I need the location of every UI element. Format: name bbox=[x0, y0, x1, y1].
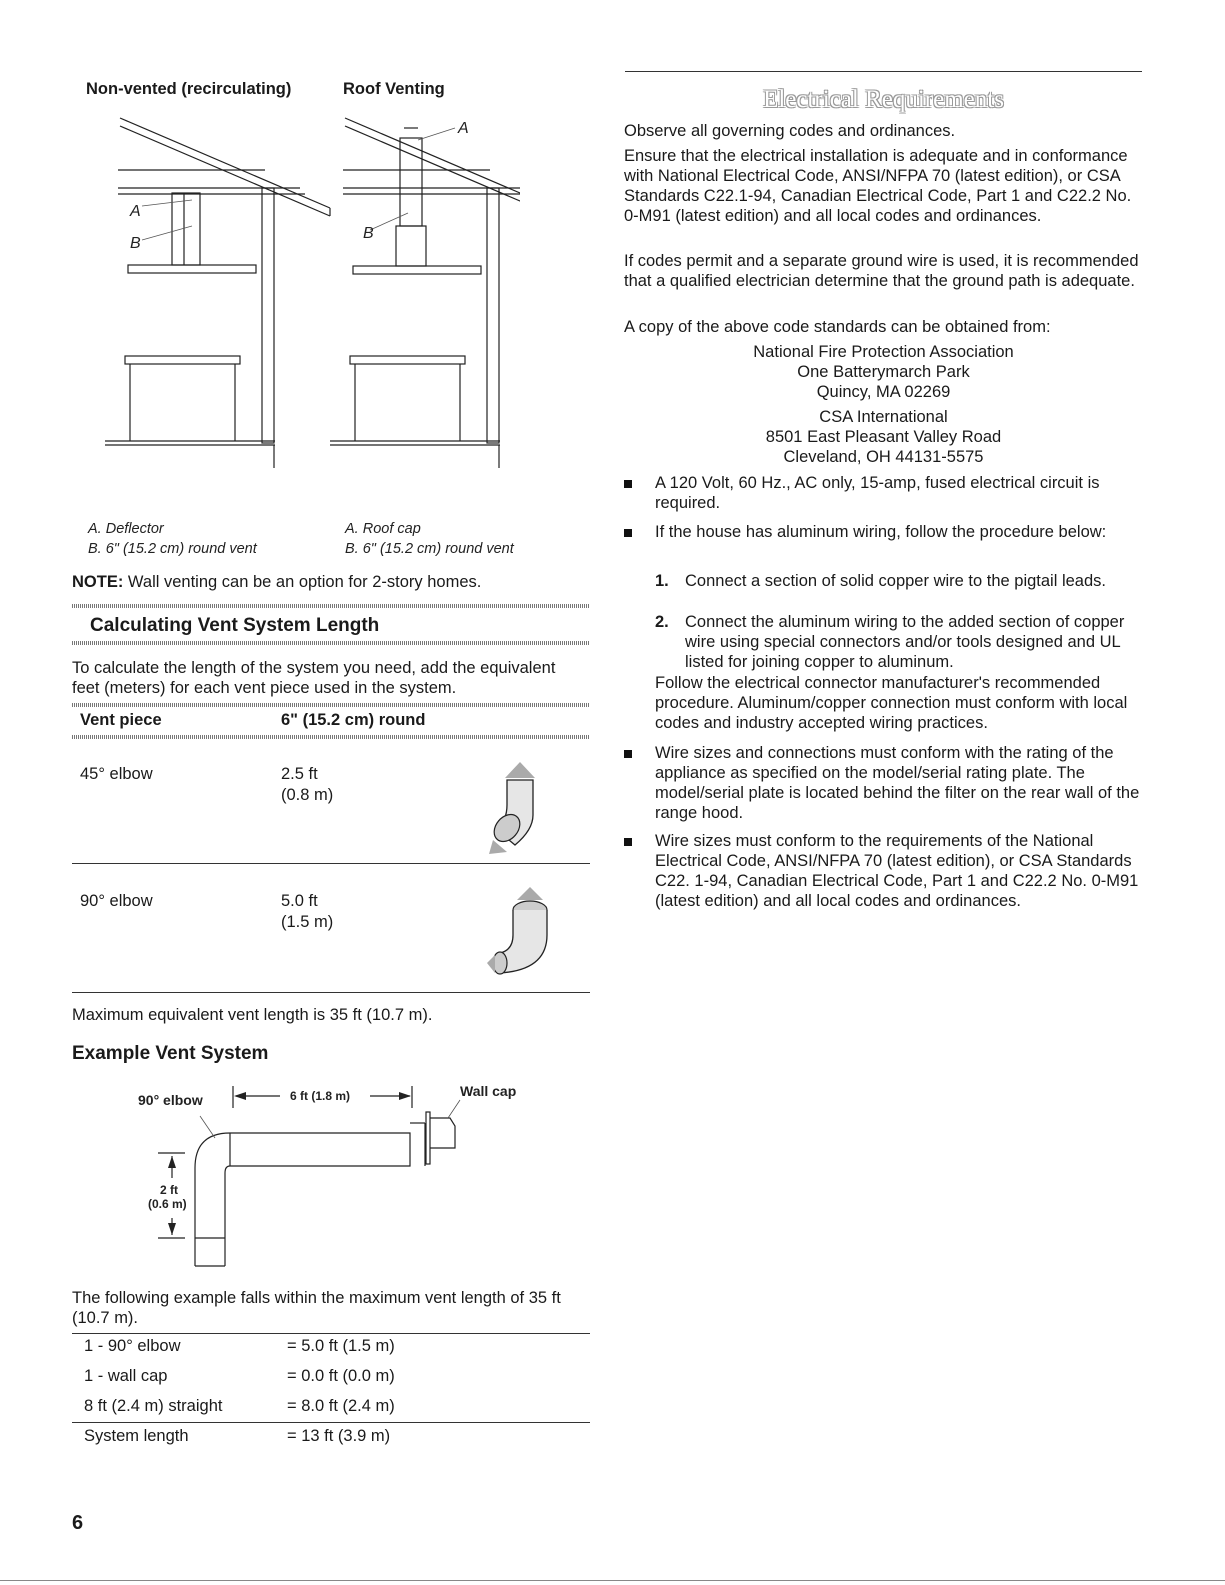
address-line: CSA International bbox=[819, 408, 948, 426]
nonvented-label-a: A bbox=[130, 203, 141, 220]
row-90-ft: 5.0 ft bbox=[281, 892, 318, 910]
nonvented-label-b: B bbox=[130, 235, 141, 252]
table-divider bbox=[72, 735, 590, 739]
calc-intro: To calculate the length of the system you need, add the equivalent feet (meters) for each vent piece used in the system. bbox=[72, 659, 556, 697]
system-length-value: = 13 ft (3.9 m) bbox=[287, 1427, 391, 1445]
address-line: National Fire Protection Association bbox=[753, 343, 1014, 361]
example-title: Example Vent System bbox=[72, 1043, 269, 1064]
roof-caption bbox=[345, 519, 514, 559]
row-45-ft: 2.5 ft bbox=[281, 765, 318, 783]
example-row-value: = 8.0 ft (2.4 m) bbox=[287, 1397, 395, 1415]
page-number: 6 bbox=[72, 1512, 84, 1534]
electrical-bullet-4: Wire sizes must conform to the requirements of the National Electrical Code, ANSI/NFPA 70 (latest edition), or CSA Standards C22. 1-94, Canadian Electrical Code, Part 1 and C22.2 No. 0-M91 (latest edition) and all local codes and ordinances. bbox=[655, 832, 1139, 910]
row-90-piece: 90° elbow bbox=[80, 892, 153, 910]
roof-caption-b: B. 6" (15.2 cm) round vent bbox=[345, 541, 514, 557]
electrical-title: Electrical Requirements bbox=[763, 86, 1004, 113]
example-intro: The following example falls within the maximum vent length of 35 ft (10.7 m). bbox=[72, 1289, 561, 1327]
address-line: One Batterymarch Park bbox=[797, 363, 970, 381]
height-m-label: (0.6 m) bbox=[148, 1197, 187, 1211]
electrical-p4: A copy of the above code standards can be obtained from: bbox=[624, 318, 1051, 336]
step-1-number: 1. bbox=[655, 572, 669, 590]
col-round: 6" (15.2 cm) round bbox=[281, 711, 426, 729]
bullet-icon bbox=[624, 838, 632, 846]
roof-label-b: B bbox=[363, 225, 374, 242]
calc-title: Calculating Vent System Length bbox=[90, 615, 380, 636]
row-45-piece: 45° elbow bbox=[80, 765, 153, 783]
address-line: Quincy, MA 02269 bbox=[816, 383, 951, 401]
example-vent-diagram bbox=[130, 1078, 540, 1273]
electrical-top-rule bbox=[625, 71, 1142, 72]
roof-label-a: A bbox=[458, 120, 469, 137]
nonvented-title: Non-vented (recirculating) bbox=[86, 80, 292, 98]
max-length: Maximum equivalent vent length is 35 ft (10.7 m). bbox=[72, 1006, 433, 1024]
col-vent-piece: Vent piece bbox=[80, 711, 162, 729]
note bbox=[72, 572, 481, 592]
follow-procedure: Follow the electrical connector manufacturer's recommended procedure. Aluminum/copper connection must conform with local codes and industry accepted wiring practices. bbox=[655, 674, 1128, 732]
electrical-bullet-2: If the house has aluminum wiring, follow the procedure below: bbox=[655, 523, 1107, 541]
bullet-icon bbox=[624, 529, 632, 537]
nonvented-caption bbox=[88, 519, 257, 559]
address-line: Cleveland, OH 44131-5575 bbox=[783, 448, 984, 466]
step-2-number: 2. bbox=[655, 613, 669, 631]
example-table-top bbox=[72, 1333, 590, 1334]
example-row-value: = 0.0 ft (0.0 m) bbox=[287, 1367, 395, 1385]
example-total-rule bbox=[72, 1422, 590, 1423]
bullet-icon bbox=[624, 750, 632, 758]
roof-venting-title: Roof Venting bbox=[343, 80, 445, 98]
section-divider bbox=[72, 641, 590, 645]
row-45-m: (0.8 m) bbox=[281, 786, 334, 804]
height-ft-label: 2 ft bbox=[160, 1183, 178, 1197]
electrical-bullet-1: A 120 Volt, 60 Hz., AC only, 15-amp, fused electrical circuit is required. bbox=[655, 474, 1100, 512]
row-90-m: (1.5 m) bbox=[281, 913, 334, 931]
elbow-label: 90° elbow bbox=[138, 1092, 203, 1108]
address-line: 8501 East Pleasant Valley Road bbox=[765, 428, 1002, 446]
page-bottom-rule bbox=[0, 1580, 1225, 1581]
electrical-p2: Ensure that the electrical installation is adequate and in conformance with National Electrical Code, ANSI/NFPA 70 (latest edition), or CSA Standards C22.1-94, Canadian Electrical Code, Part 1 and C22.2 No. 0-M91 (latest edition) and all local codes and ordinances. bbox=[624, 147, 1132, 225]
step-2: Connect the aluminum wiring to the added section of copper wire using special connectors and/or tools designed and UL listed for joining copper to aluminum. bbox=[685, 613, 1125, 671]
elbow-90-icon bbox=[485, 885, 560, 980]
section-divider bbox=[72, 604, 590, 608]
length-label: 6 ft (1.8 m) bbox=[290, 1089, 351, 1103]
nonvented-caption-b: B. 6" (15.2 cm) round vent bbox=[88, 541, 257, 557]
bullet-icon bbox=[624, 480, 632, 488]
example-row-item: 1 - 90° elbow bbox=[84, 1337, 181, 1355]
nonvented-caption-a: A. Deflector bbox=[88, 521, 164, 537]
venting-diagram bbox=[100, 108, 520, 480]
nfpa-address bbox=[625, 342, 1142, 402]
table-bottom-rule bbox=[72, 992, 590, 993]
wall-cap-label: Wall cap bbox=[460, 1083, 517, 1099]
table-divider bbox=[72, 703, 590, 707]
system-length-label: System length bbox=[84, 1427, 189, 1445]
elbow-45-icon bbox=[485, 760, 555, 855]
electrical-p1: Observe all governing codes and ordinances. bbox=[624, 122, 956, 140]
roof-caption-a: A. Roof cap bbox=[345, 521, 421, 537]
row-divider bbox=[72, 863, 590, 864]
note-label: NOTE: bbox=[72, 573, 124, 591]
step-1: Connect a section of solid copper wire to the pigtail leads. bbox=[685, 572, 1106, 590]
example-row-value: = 5.0 ft (1.5 m) bbox=[287, 1337, 395, 1355]
example-row-item: 1 - wall cap bbox=[84, 1367, 168, 1385]
note-text: Wall venting can be an option for 2-story homes. bbox=[123, 573, 482, 591]
csa-address bbox=[625, 407, 1142, 467]
electrical-p3: If codes permit and a separate ground wire is used, it is recommended that a qualified electrician determine that the ground path is adequate. bbox=[624, 252, 1139, 290]
electrical-bullet-3: Wire sizes and connections must conform with the rating of the appliance as specified on the model/serial rating plate. The model/serial plate is located behind the filter on the rear wall of the range hood. bbox=[655, 744, 1140, 822]
example-row-item: 8 ft (2.4 m) straight bbox=[84, 1397, 223, 1415]
